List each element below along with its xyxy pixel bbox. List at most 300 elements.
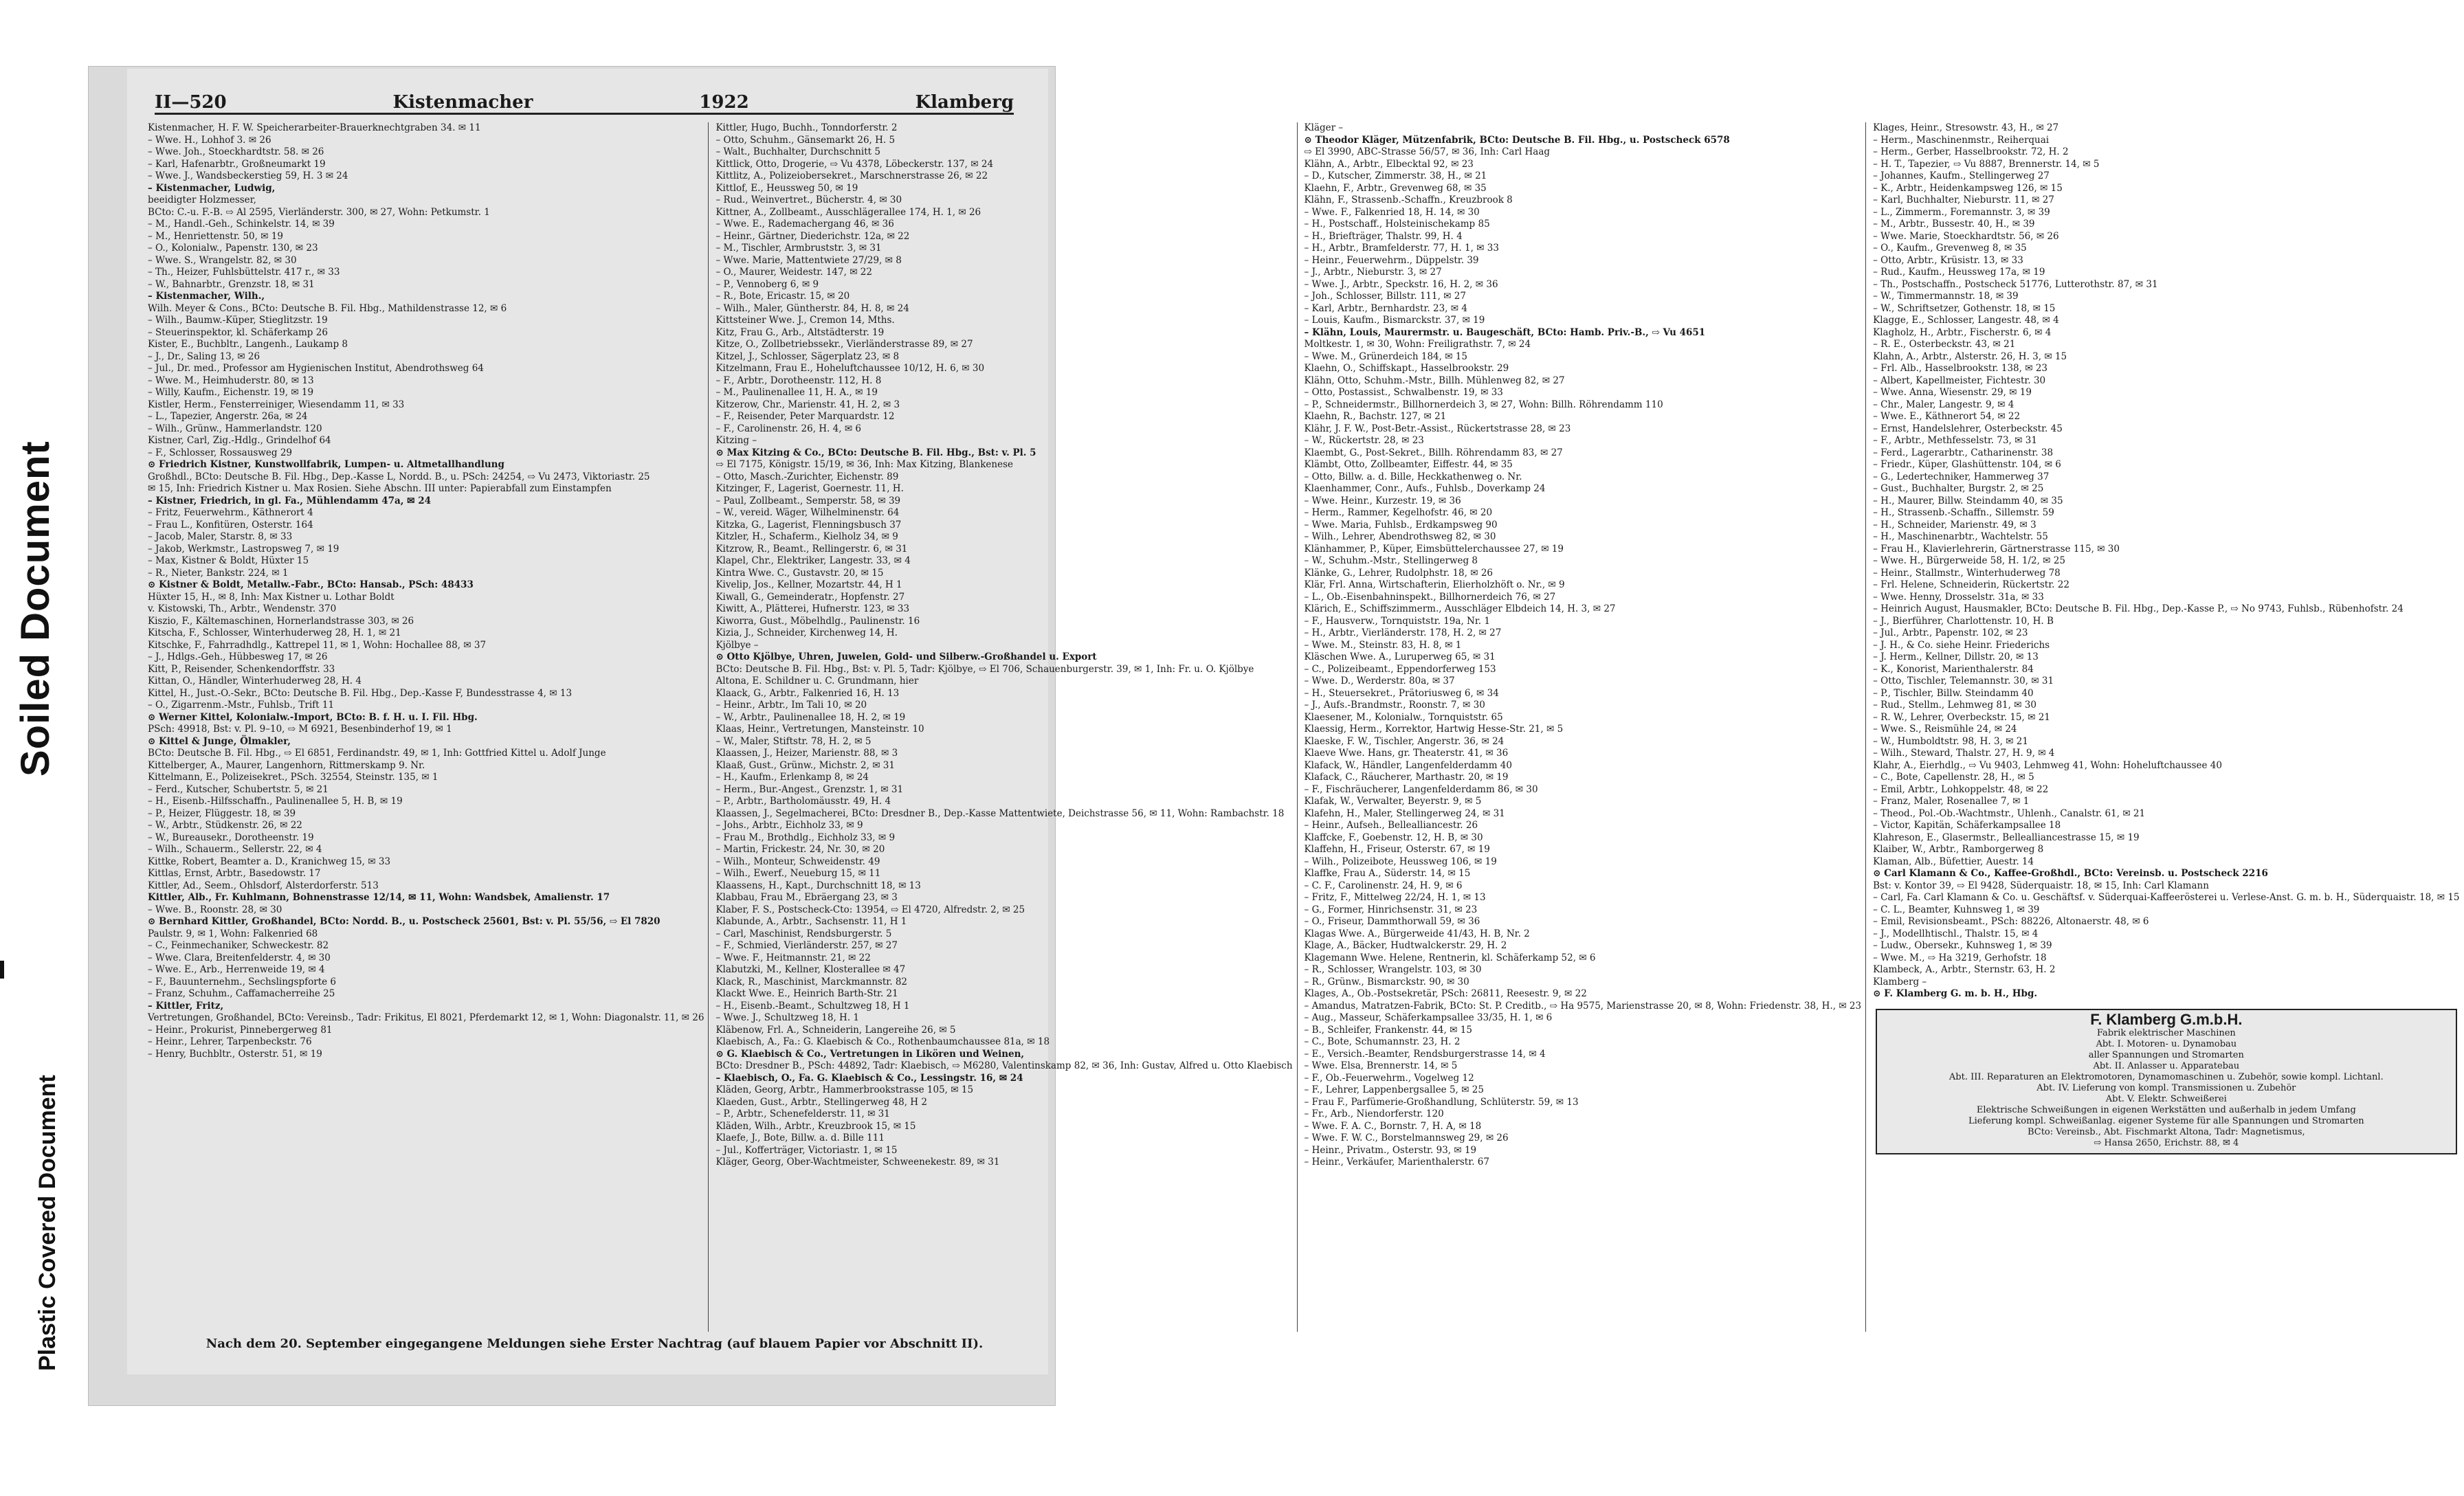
- directory-entry: Paulstr. 9, ✉ 1, Wohn: Falkenried 68: [148, 928, 318, 939]
- directory-entry: – Louis, Kaufm., Bismarckstr. 37, ✉ 19: [1304, 315, 1485, 326]
- directory-entry: – H., Maurer, Billw. Steindamm 40, ✉ 35: [1873, 495, 2063, 506]
- ad-line: Abt. V. Elektr. Schweißerei: [2105, 1093, 2227, 1104]
- directory-entry: Kizia, J., Schneider, Kirchenweg 14, H.: [715, 627, 898, 638]
- directory-entry: Klahr, A., Eierhdlg., ⇨ Vu 9403, Lehmweg 41, Wohn: Hoheluftchaussee 40: [1873, 759, 2222, 771]
- directory-entry: – Wilh., Maler, Güntherstr. 84, H. 8, ✉ 24: [715, 302, 909, 314]
- directory-entry: – Wwe. D., Werderstr. 80a, ✉ 37: [1304, 676, 1455, 686]
- directory-entry: – Franz, Schuhm., Caffamacherreihe 25: [148, 988, 335, 999]
- directory-entry: Kitzka, G., Lagerist, Flenningsbusch 37: [715, 519, 902, 531]
- directory-entry: – W., Timmermannstr. 18, ✉ 39: [1873, 291, 2019, 302]
- directory-entry: – W., vereid. Wäger, Wilhelminenstr. 64: [715, 507, 900, 518]
- directory-entry: – Frl. Helene, Schneiderin, Rückertstr. 22: [1873, 579, 2069, 590]
- directory-entry: Klahreson, E., Glasermstr., Bellealliancestrasse 15, ✉ 19: [1873, 831, 2140, 843]
- directory-entry: Kläschen Wwe. A., Luruperweg 65, ✉ 31: [1304, 651, 1496, 662]
- directory-entry: – Heinr., Feuerwehrm., Düppelstr. 39: [1304, 254, 1479, 266]
- directory-entry: Kittelberger, A., Maurer, Langenhorn, Rittmerskamp 9. Nr.: [148, 759, 425, 771]
- directory-entry: – H., Arbtr., Bramfelderstr. 77, H. 1, ✉ 33: [1304, 243, 1499, 254]
- directory-entry: ⊙ Theodor Kläger, Mützenfabrik, BCto: Deutsche B. Fil. Hbg., u. Postscheck 6578: [1304, 134, 1730, 146]
- directory-entry: – J., Aufs.-Brandmstr., Roonstr. 7, ✉ 30: [1304, 700, 1485, 711]
- directory-entry: Klagge, E., Schlosser, Langestr. 48, ✉ 4: [1873, 315, 2059, 326]
- directory-entry: Kitz, Frau G., Arb., Altstädterstr. 19: [715, 326, 885, 338]
- directory-entry: ⊙ Kittel & Junge, Ölmakler,: [148, 735, 291, 747]
- directory-entry: – Wilh., Grünw., Hammerlandstr. 120: [148, 423, 322, 434]
- directory-entry: – Heinr., Privatm., Osterstr. 93, ✉ 19: [1304, 1144, 1477, 1156]
- directory-entry: ⊙ Kistner & Boldt, Metallw.-Fabr., BCto: Hansab., PSch: 48433: [148, 579, 474, 590]
- directory-entry: – Frau M., Brothdlg., Eichholz 33, ✉ 9: [715, 831, 896, 843]
- directory-entry: – Wwe. S., Wrangelstr. 82, ✉ 30: [148, 254, 297, 266]
- directory-entry: – R., Bote, Ericastr. 15, ✉ 20: [715, 291, 850, 302]
- directory-entry: – Wwe. J., Arbtr., Speckstr. 16, H. 2, ✉ 36: [1304, 278, 1498, 290]
- directory-entry: – H., Strassenb.-Schaffn., Sillemstr. 59: [1873, 507, 2054, 518]
- directory-entry: – Fritz, F., Mittelweg 22/24, H. 1, ✉ 13: [1304, 892, 1486, 903]
- directory-entry: – Frau F., Parfümerie-Großhandlung, Schlüterstr. 59, ✉ 13: [1304, 1096, 1579, 1108]
- directory-entry: – Fr., Arb., Niendorferstr. 120: [1304, 1108, 1444, 1119]
- ad-line: Abt. IV. Lieferung von kompl. Transmissionen u. Zubehör: [2036, 1082, 2296, 1093]
- directory-entry: – Heinr., Arbtr., Im Tali 10, ✉ 20: [715, 700, 867, 711]
- directory-entry: – F., Bauunternehm., Sechslingspforte 6: [148, 976, 336, 987]
- directory-entry: – P., Heizer, Flüggestr. 18, ✉ 39: [148, 807, 296, 819]
- directory-entry: Kläger, Georg, Ober-Wachtmeister, Schweenekestr. 89, ✉ 31: [715, 1157, 1000, 1168]
- page-header: [155, 89, 1014, 115]
- directory-entry: Klafack, W., Händler, Langenfelderdamm 40: [1304, 759, 1512, 771]
- directory-entry: ⊙ Carl Klamann & Co., Kaffee-Großhdl., BCto: Vereinsb. u. Postscheck 2216: [1873, 868, 2268, 879]
- directory-entry: Klaeske, F. W., Tischler, Angerstr. 36, ✉ 24: [1304, 735, 1505, 747]
- directory-entry: Klage, A., Bäcker, Hudtwalckerstr. 29, H. 2: [1304, 940, 1507, 951]
- directory-entry: – W., Schuhm.-Mstr., Stellingerweg 8: [1304, 555, 1478, 566]
- directory-entry: Klabutzki, M., Kellner, Klosterallee ✉ 47: [715, 964, 906, 975]
- column-1: [148, 122, 709, 1332]
- directory-entry: Wilh. Meyer & Cons., BCto: Deutsche B. Fil. Hbg., Mathildenstrasse 12, ✉ 6: [148, 302, 507, 314]
- directory-entry: Klaassen, J., Segelmacherei, BCto: Dresdner B., Dep.-Kasse Mattentwiete, Deichstrasse 56, ✉ 11, Wohn: Rambachstr. 18: [715, 807, 1285, 819]
- directory-entry: – J., Modellhtischl., Thalstr. 15, ✉ 4: [1873, 928, 2039, 939]
- page-footer-notice: Nach dem 20. September eingegangene Meldungen siehe Erster Nachtrag (auf blauem Papier vor Abschnitt II).: [206, 1337, 984, 1351]
- directory-entry: Kitzler, H., Schaferm., Kielholz 34, ✉ 9: [715, 531, 898, 542]
- directory-entry: – Wwe. Anna, Wiesenstr. 29, ✉ 19: [1873, 387, 2032, 398]
- ad-line: Abt. I. Motoren- u. Dynamobau: [2096, 1038, 2237, 1049]
- directory-entry: Klähn, F., Strassenb.-Schaffn., Kreuzbrook 8: [1304, 194, 1513, 205]
- directory-entry: – Aug., Masseur, Schäferkampsallee 33/35, H. 1, ✉ 6: [1304, 1012, 1553, 1023]
- directory-entry: – Wilh., Lehrer, Abendrothsweg 82, ✉ 30: [1304, 531, 1496, 542]
- directory-entry: Kitt, P., Reisender, Schenkendorffstr. 33: [148, 663, 335, 675]
- ad-line: Lieferung kompl. Schweißanlag. eigener Systeme für alle Spannungen und Stromarten: [1968, 1115, 2364, 1126]
- klamberg-advertisement: [1876, 1009, 2456, 1154]
- directory-entry: – G., Former, Hinrichsenstr. 31, ✉ 23: [1304, 904, 1478, 915]
- directory-entry: – Wwe. Clara, Breitenfelderstr. 4, ✉ 30: [148, 952, 331, 963]
- directory-entry: – C., Bote, Capellenstr. 28, H., ✉ 5: [1873, 772, 2034, 783]
- directory-entry: Kitzerow, Chr., Marienstr. 41, H. 2, ✉ 3: [715, 399, 900, 410]
- directory-entry: Klaembt, G., Post-Sekret., Billh. Röhrendamm 83, ✉ 27: [1304, 447, 1563, 458]
- directory-entry: beeidigter Holzmesser,: [148, 194, 256, 205]
- directory-entry: Altona, E. Schildner u. C. Grundmann, hier: [715, 676, 919, 686]
- directory-entry: Klafehn, H., Maler, Stellingerweg 24, ✉ 31: [1304, 807, 1505, 819]
- directory-entry: – Frl. Alb., Hasselbrookstr. 138, ✉ 23: [1873, 363, 2048, 374]
- directory-entry: Klaassen, J., Heizer, Marienstr. 88, ✉ 3: [715, 748, 898, 759]
- ad-line: Abt. II. Anlasser u. Apparatebau: [2093, 1060, 2240, 1071]
- directory-entry: – J., Bierführer, Charlottenstr. 10, H. B: [1873, 615, 2054, 627]
- directory-entry: Klaiber, W., Arbtr., Ramborgerweg 8: [1873, 844, 2044, 855]
- directory-entry: – Gust., Buchhalter, Burgstr. 2, ✉ 25: [1873, 483, 2044, 494]
- directory-entry: ✉ 15, Inh: Friedrich Kistner u. Max Rosien. Siehe Abschn. III unter: Papierabfall zum Einstampfen: [148, 483, 612, 494]
- ad-title: F. Klamberg G.m.b.H.: [2090, 1010, 2243, 1028]
- directory-entry: Kittan, O., Händler, Winterhuderweg 28, H. 4: [148, 676, 362, 686]
- directory-entry: – Ernst, Handelslehrer, Osterbeckstr. 45: [1873, 423, 2063, 434]
- directory-entry: Klaack, G., Arbtr., Falkenried 16, H. 13: [715, 687, 900, 699]
- directory-entry: Klafak, W., Verwalter, Beyerstr. 9, ✉ 5: [1304, 796, 1482, 807]
- directory-entry: – F., Schlosser, Rossausweg 29: [148, 447, 293, 458]
- directory-entry: Kjölbye –: [715, 639, 759, 651]
- directory-entry: – Wilh., Ewerf., Neueburg 15, ✉ 11: [715, 868, 881, 879]
- directory-entry: Kittner, A., Zollbeamt., Ausschlägerallee 174, H. 1, ✉ 26: [715, 206, 981, 218]
- directory-entry: – R., Grünw., Bismarckstr. 90, ✉ 30: [1304, 976, 1469, 987]
- directory-entry: – Otto, Schuhm., Gänsemarkt 26, H. 5: [715, 134, 896, 146]
- directory-entry: BCto: C.-u. F.-B. ⇨ Al 2595, Vierländerstr. 300, ✉ 27, Wohn: Petkumstr. 1: [148, 206, 490, 218]
- directory-entry: – F., Carolinenstr. 26, H. 4, ✉ 6: [715, 423, 862, 434]
- directory-entry: – Steuerinspektor, kl. Schäferkamp 26: [148, 326, 328, 338]
- directory-entry: Klaehn, R., Bachstr. 127, ✉ 21: [1304, 411, 1447, 422]
- directory-entry: Klages, Heinr., Stresowstr. 43, H., ✉ 27: [1873, 122, 2059, 133]
- directory-entry: – C. F., Carolinenstr. 24, H. 9, ✉ 6: [1304, 880, 1463, 891]
- directory-entry: Klackt Wwe. E., Heinrich Barth-Str. 21: [715, 988, 898, 999]
- directory-entry: – Wilh., Monteur, Schweidenstr. 49: [715, 856, 880, 867]
- directory-entry: Klagas Wwe. A., Bürgerweide 41/43, H. B, Nr. 2: [1304, 928, 1530, 939]
- side-label-soiled: Soiled Document: [13, 440, 58, 777]
- directory-entry: Klaffke, Frau A., Süderstr. 14, ✉ 15: [1304, 868, 1471, 879]
- directory-entry: – H., Postschaff., Holsteinischekamp 85: [1304, 219, 1490, 230]
- directory-entry: – H., Eisenb.-Beamt., Schultzweg 18, H 1: [715, 1000, 910, 1012]
- directory-entry: – C. L., Beamter, Kuhnsweg 1, ✉ 39: [1873, 904, 2040, 915]
- directory-columns: [148, 122, 2460, 1332]
- directory-entry: – Wwe. F., Heitmannstr. 21, ✉ 22: [715, 952, 871, 963]
- directory-entry: – K., Arbtr., Heidenkampsweg 126, ✉ 15: [1873, 182, 2063, 194]
- directory-entry: Klaesener, M., Kolonialw., Tornquiststr. 65: [1304, 711, 1503, 723]
- directory-entry: – Johannes, Kaufm., Stellingerweg 27: [1873, 170, 2050, 181]
- directory-entry: Klänke, G., Lehrer, Rudolphstr. 18, ✉ 26: [1304, 567, 1493, 579]
- directory-entry: – Henry, Buchbltr., Osterstr. 51, ✉ 19: [148, 1048, 322, 1060]
- directory-entry: Kistenmacher, H. F. W. Speicherarbeiter-Brauerknechtgraben 34. ✉ 11: [148, 122, 481, 133]
- directory-entry: ⊙ Otto Kjölbye, Uhren, Juwelen, Gold- und Silberw.-Großhandel u. Export: [715, 651, 1097, 662]
- directory-entry: – Paul, Zollbeamt., Semperstr. 58, ✉ 39: [715, 495, 901, 506]
- directory-entry: – P., Arbtr., Bartholomäusstr. 49, H. 4: [715, 796, 891, 807]
- directory-entry: – F., Lehrer, Lappenbergsallee 5, ✉ 25: [1304, 1084, 1484, 1095]
- header-first-word: Kistenmacher: [392, 92, 533, 113]
- directory-entry: – Ferd., Kutscher, Schubertstr. 5, ✉ 21: [148, 783, 329, 795]
- directory-entry: – Wwe. B., Roonstr. 28, ✉ 30: [148, 904, 282, 915]
- ad-line: Abt. III. Reparaturen an Elektromotoren, Dynamomaschinen u. Zubehör, sowie kompl. Lichtanl.: [1949, 1071, 2384, 1082]
- directory-entry: – F., Fischräucherer, Langenfelderdamm 86, ✉ 30: [1304, 783, 1538, 795]
- directory-entry: Klaman, Alb., Büfettier, Auestr. 14: [1873, 856, 2034, 867]
- directory-entry: – Wwe. M., Steinstr. 83, H. 8, ✉ 1: [1304, 639, 1462, 651]
- directory-entry: – C., Feinmechaniker, Schweckestr. 82: [148, 940, 329, 951]
- directory-entry: Klaffcke, F., Goebenstr. 12, H. B, ✉ 30: [1304, 831, 1483, 843]
- directory-entry: – F., Schmied, Vierländerstr. 257, ✉ 27: [715, 940, 898, 951]
- page-reference: II—520: [155, 92, 227, 113]
- directory-entry: – Wwe. E., Käthnerort 54, ✉ 22: [1873, 411, 2021, 422]
- directory-entry: – L., Ob.-Eisenbahninspekt., Billhornerdeich 76, ✉ 27: [1304, 591, 1556, 603]
- directory-entry: – E., Versich.-Beamter, Rendsburgerstrasse 14, ✉ 4: [1304, 1048, 1546, 1060]
- directory-entry: Kistler, Herm., Fensterreiniger, Wiesendamm 11, ✉ 33: [148, 399, 405, 410]
- directory-entry: – Otto, Masch.-Zurichter, Eichenstr. 89: [715, 471, 899, 482]
- directory-entry: – Rud., Kaufm., Heussweg 17a, ✉ 19: [1873, 267, 2045, 278]
- directory-entry: – Wwe. Joh., Stoeckhardtstr. 58. ✉ 26: [148, 146, 324, 157]
- directory-entry: Klafack, C., Räucherer, Marthastr. 20, ✉ 19: [1304, 772, 1509, 783]
- directory-entry: – Otto, Tischler, Telemannstr. 30, ✉ 31: [1873, 676, 2054, 686]
- directory-entry: Klär, Frl. Anna, Wirtschafterin, Elierholzhöft o. Nr., ✉ 9: [1304, 579, 1565, 590]
- directory-entry: – Wwe. H., Lohhof 3. ✉ 26: [148, 134, 271, 146]
- directory-entry: Kistner, Carl, Zig.-Hdlg., Grindelhof 64: [148, 435, 331, 446]
- directory-entry: – Heinr., Aufseh., Bellealliancestr. 26: [1304, 820, 1478, 831]
- directory-entry: Klaffehn, H., Friseur, Osterstr. 67, ✉ 19: [1304, 844, 1490, 855]
- directory-entry: – R. E., Osterbeckstr. 43, ✉ 21: [1873, 339, 2016, 350]
- directory-entry: – Rud., Stellm., Lehmweg 81, ✉ 30: [1873, 700, 2036, 711]
- directory-entry: – C., Polizeibeamt., Eppendorferweg 153: [1304, 663, 1496, 675]
- directory-entry: Klagholz, H., Arbtr., Fischerstr. 6, ✉ 4: [1873, 326, 2052, 338]
- directory-entry: Klähn, A., Arbtr., Elbecktal 92, ✉ 23: [1304, 158, 1474, 170]
- directory-entry: ⊙ Friedrich Kistner, Kunstwollfabrik, Lumpen- u. Altmetallhandlung: [148, 459, 504, 470]
- directory-entry: – J. Herm., Kellner, Dillstr. 20, ✉ 13: [1873, 651, 2039, 662]
- ad-line: BCto: Vereinsb., Abt. Fischmarkt Altona, Tadr: Magnetismus,: [2027, 1126, 2305, 1137]
- directory-entry: – L., Tapezier, Angerstr. 26a, ✉ 24: [148, 411, 308, 422]
- directory-entry: Kittelmann, E., Polizeisekret., PSch. 32554, Steinstr. 135, ✉ 1: [148, 772, 439, 783]
- directory-entry: – Franz, Maler, Rosenallee 7, ✉ 1: [1873, 796, 2030, 807]
- column-3: [1305, 122, 1867, 1332]
- directory-entry: Klaenhammer, Conr., Aufs., Fuhlsb., Doverkamp 24: [1304, 483, 1546, 494]
- directory-entry: – Kistner, Friedrich, in gl. Fa., Mühlendamm 47a, ✉ 24: [148, 495, 431, 506]
- directory-entry: Kintra Wwe. C., Gustavstr. 20, ✉ 15: [715, 567, 884, 579]
- directory-entry: – W., Maler, Stiftstr. 78, H. 2, ✉ 5: [715, 735, 872, 747]
- directory-entry: – W., Bureausekr., Dorotheenstr. 19: [148, 831, 314, 843]
- directory-entry: – Walt., Buchhalter, Durchschnitt 5: [715, 146, 880, 157]
- directory-entry: Kister, E., Buchbltr., Langenh., Laukamp 8: [148, 339, 348, 350]
- directory-entry: – Emil, Arbtr., Lohkoppelstr. 48, ✉ 22: [1873, 783, 2049, 795]
- directory-entry: BCto: Dresdner B., PSch: 44892, Tadr: Klaebisch, ⇨ M6280, Valentinskamp 82, ✉ 36, Inh: Gustav, Alfred u. Otto Klaebisch: [715, 1060, 1293, 1071]
- directory-entry: Kittel, H., Just.-O.-Sekr., BCto: Deutsche B. Fil. Hbg., Dep.-Kasse F, Bundesstrasse 4, ✉ 13: [148, 687, 573, 699]
- directory-entry: PSch: 49918, Bst: v. Pl. 9–10, ⇨ M 6921, Besenbinderhof 19, ✉ 1: [148, 724, 452, 735]
- directory-entry: – M., Arbtr., Bussestr. 40, H., ✉ 39: [1873, 219, 2035, 230]
- directory-entry: – Wilh., Polizeibote, Heussweg 106, ✉ 19: [1304, 856, 1497, 867]
- directory-entry: – Max, Kistner & Boldt, Hüxter 15: [148, 555, 309, 566]
- directory-entry: Klabbau, Frau M., Ebräergang 23, ✉ 3: [715, 892, 898, 903]
- directory-entry: – W., Arbtr., Stüdkenstr. 26, ✉ 22: [148, 820, 302, 831]
- directory-entry: – Chr., Maler, Langestr. 9, ✉ 4: [1873, 399, 2015, 410]
- directory-entry: – Otto, Billw. a. d. Bille, Heckkathenweg o. Nr.: [1304, 471, 1522, 482]
- directory-entry: – O., Kolonialw., Papenstr. 130, ✉ 23: [148, 243, 318, 254]
- column-4-entries: [1873, 122, 2459, 1001]
- directory-entry: – Otto, Arbtr., Krüsistr. 13, ✉ 33: [1873, 254, 2023, 266]
- directory-entry: – P., Schneidermstr., Billhornerdeich 3, ✉ 27, Wohn: Billh. Röhrendamm 110: [1304, 399, 1663, 410]
- directory-entry: – Herm., Bur.-Angest., Grenzstr. 1, ✉ 31: [715, 783, 904, 795]
- directory-entry: – Heinr., Verkäufer, Marienthalerstr. 67: [1304, 1157, 1489, 1168]
- directory-entry: – Ludw., Obersekr., Kuhnsweg 1, ✉ 39: [1873, 940, 2052, 951]
- directory-entry: – Wilh., Schauerm., Sellerstr. 22, ✉ 4: [148, 844, 322, 855]
- directory-entry: – Frau L., Konfitüren, Osterstr. 164: [148, 519, 313, 531]
- directory-entry: – Wwe. Elsa, Brennerstr. 14, ✉ 5: [1304, 1060, 1458, 1071]
- directory-entry: – Wwe. S., Reismühle 24, ✉ 24: [1873, 724, 2017, 735]
- directory-entry: – Ferd., Lagerarbtr., Catharinenstr. 38: [1873, 447, 2054, 458]
- directory-entry: – Wwe. E., Rademachergang 46, ✉ 36: [715, 219, 894, 230]
- directory-entry: – Heinrich August, Hausmakler, BCto: Deutsche B. Fil. Hbg., Dep.-Kasse P., ⇨ No 9743, Fuhlsb., Rübenhofstr. 24: [1873, 603, 2404, 614]
- directory-entry: – O., Maurer, Weidestr. 147, ✉ 22: [715, 267, 872, 278]
- directory-entry: Kittlitz, A., Polizeiobersekret., Marschnerstrasse 26, ✉ 22: [715, 170, 988, 181]
- directory-entry: – P., Vennoberg 6, ✉ 9: [715, 278, 819, 290]
- directory-entry: – Carl, Fa. Carl Klamann & Co. u. Geschäftsf. v. Süderquai-Kaffeerösterei u. Verlese-Anst. G. m. b. H., Süderquaistr. 18, ✉ 15: [1873, 892, 2460, 903]
- directory-entry: Klaehn, F., Arbtr., Grevenweg 68, ✉ 35: [1304, 182, 1487, 194]
- directory-entry: – R., Nieter, Bankstr. 224, ✉ 1: [148, 567, 289, 579]
- directory-entry: – Herm., Maschinenmstr., Reiherquai: [1873, 134, 2050, 146]
- directory-entry: – C., Bote, Schumannstr. 23, H. 2: [1304, 1036, 1461, 1047]
- directory-entry: Moltkestr. 1, ✉ 30, Wohn: Freiligrathstr. 7, ✉ 24: [1304, 339, 1531, 350]
- directory-entry: – Kistenmacher, Wilh.,: [148, 291, 265, 302]
- directory-entry: – Joh., Schlosser, Billstr. 111, ✉ 27: [1304, 291, 1466, 302]
- directory-entry: Kitze, O., Zollbetriebssekr., Vierländerstrasse 89, ✉ 27: [715, 339, 973, 350]
- directory-entry: Kitzrow, R., Beamt., Rellingerstr. 6, ✉ 31: [715, 543, 908, 555]
- directory-entry: – Wilh., Steward, Thalstr. 27, H. 9, ✉ 4: [1873, 748, 2055, 759]
- directory-entry: Klaebisch, A., Fa.: G. Klaebisch & Co., Rothenbaumchaussee 81a, ✉ 18: [715, 1036, 1050, 1047]
- directory-entry: – Th., Postschaffn., Postscheck 51776, Lutterothstr. 87, ✉ 31: [1873, 278, 2158, 290]
- directory-entry: – Wwe. F., Falkenried 18, H. 14, ✉ 30: [1304, 206, 1480, 218]
- directory-entry: – O., Zigarrenm.-Mstr., Fuhlsb., Trift 11: [148, 700, 335, 711]
- directory-entry: – Willy, Kaufm., Eichenstr. 19, ✉ 19: [148, 387, 314, 398]
- directory-entry: Kittlof, E., Heussweg 50, ✉ 19: [715, 182, 858, 194]
- directory-entry: Bst: v. Kontor 39, ⇨ El 9428, Süderquaistr. 18, ✉ 15, Inh: Carl Klamann: [1873, 880, 2209, 891]
- directory-entry: Klapel, Chr., Elektriker, Langestr. 33, ✉ 4: [715, 555, 911, 566]
- directory-entry: – Otto, Postassist., Schwalbenstr. 19, ✉ 33: [1304, 387, 1503, 398]
- directory-entry: Kittler, Alb., Fr. Kuhlmann, Bohnenstrasse 12/14, ✉ 11, Wohn: Wandsbek, Amalienstr. 17: [148, 892, 610, 903]
- directory-entry: – Wwe. J., Schultzweg 18, H. 1: [715, 1012, 859, 1023]
- directory-entry: Kittsteiner Wwe. J., Cremon 14, Mths.: [715, 315, 895, 326]
- directory-entry: Vertretungen, Großhandel, BCto: Vereinsb., Tadr: Frikitus, El 8021, Pferdemarkt 12, ✉ 1, Wohn: Diagonalstr. 11, ✉ 26: [148, 1012, 704, 1023]
- directory-entry: ⇨ El 3990, ABC-Strasse 56/57, ✉ 36, Inh: Carl Haag: [1304, 146, 1551, 157]
- directory-entry: – L., Zimmerm., Foremannstr. 3, ✉ 39: [1873, 206, 2050, 218]
- directory-entry: – Frau H., Klavierlehrerin, Gärtnerstrasse 115, ✉ 30: [1873, 543, 2120, 555]
- directory-entry: Kiszio, F., Kältemaschinen, Hornerlandstrasse 303, ✉ 26: [148, 615, 414, 627]
- directory-entry: Kläden, Georg, Arbtr., Hammerbrookstrasse 105, ✉ 15: [715, 1084, 974, 1095]
- directory-entry: – Karl, Arbtr., Bernhardstr. 23, ✉ 4: [1304, 302, 1467, 314]
- directory-entry: Kläbenow, Frl. A., Schneiderin, Langereihe 26, ✉ 5: [715, 1024, 956, 1036]
- directory-entry: Klack, R., Maschinist, Marckmannstr. 82: [715, 976, 907, 987]
- directory-entry: Hüxter 15, H., ✉ 8, Inh: Max Kistner u. Lothar Boldt: [148, 591, 395, 603]
- directory-entry: Kitschke, F., Fahrradhdlg., Kattrepel 11, ✉ 1, Wohn: Hochallee 88, ✉ 37: [148, 639, 487, 651]
- directory-entry: Kitzel, J., Schlosser, Sägerplatz 23, ✉ 8: [715, 350, 900, 362]
- ad-line: ⇨ Hansa 2650, Erichstr. 88, ✉ 4: [2094, 1137, 2239, 1148]
- directory-entry: – Emil, Revisionsbeamt., PSch: 88226, Altonaerstr. 48, ✉ 6: [1873, 916, 2149, 927]
- directory-entry: – Heinr., Prokurist, Pinnebergerweg 81: [148, 1024, 333, 1036]
- directory-entry: – Wilh., Baumw.-Küper, Stieglitzstr. 19: [148, 315, 328, 326]
- directory-entry: – Klaebisch, O., Fa. G. Klaebisch & Co., Lessingstr. 16, ✉ 24: [715, 1072, 1023, 1084]
- directory-entry: – M., Paulinenallee 11, H. A., ✉ 19: [715, 387, 878, 398]
- directory-entry: – H., Arbtr., Vierländerstr. 178, H. 2, ✉ 27: [1304, 627, 1502, 638]
- directory-entry: – G., Ledertechniker, Hammerweg 37: [1873, 471, 2050, 482]
- directory-entry: Klaas, Heinr., Vertretungen, Mansteinstr. 10: [715, 724, 924, 735]
- directory-entry: – Klähn, Louis, Maurermstr. u. Baugeschäft, BCto: Hamb. Priv.-B., ⇨ Vu 4651: [1304, 326, 1706, 338]
- directory-entry: – H., Eisenb.-Hilfsschaffn., Paulinenallee 5, H. B, ✉ 19: [148, 796, 403, 807]
- directory-entry: Klähn, Otto, Schuhm.-Mstr., Billh. Mühlenweg 82, ✉ 27: [1304, 375, 1565, 386]
- directory-entry: – Karl, Hafenarbtr., Großneumarkt 19: [148, 158, 326, 170]
- directory-entry: ⊙ Werner Kittel, Kolonialw.-Import, BCto: B. f. H. u. I. Fil. Hbg.: [148, 711, 478, 723]
- directory-entry: – W., Schriftsetzer, Gothenstr. 18, ✉ 15: [1873, 302, 2056, 314]
- directory-entry: – Carl, Maschinist, Rendsburgerstr. 5: [715, 928, 892, 939]
- directory-entry: – F., Ob.-Feuerwehrm., Vogelweg 12: [1304, 1072, 1474, 1084]
- directory-entry: – F., Hausverw., Tornquiststr. 19a, Nr. 1: [1304, 615, 1490, 627]
- directory-entry: Kivelip, Jos., Kellner, Mozartstr. 44, H 1: [715, 579, 902, 590]
- directory-entry: – B., Schleifer, Frankenstr. 44, ✉ 15: [1304, 1024, 1472, 1036]
- directory-entry: – Wwe. F. W. C., Borstelmannsweg 29, ✉ 26: [1304, 1132, 1509, 1143]
- directory-entry: Kittke, Robert, Beamter a. D., Kranichweg 15, ✉ 33: [148, 856, 391, 867]
- directory-entry: ⊙ G. Klaebisch & Co., Vertretungen in Likören und Weinen,: [715, 1048, 1025, 1060]
- directory-entry: BCto: Deutsche B. Fil. Hbg., Bst: v. Pl. 5, Tadr: Kjölbye, ⇨ El 706, Schauenburgerstr. 39, ✉ 1, Inh: Fr. u. O. Kjölbye: [715, 663, 1254, 675]
- directory-entry: – Jakob, Werkmstr., Lastropsweg 7, ✉ 19: [148, 543, 340, 555]
- directory-entry: – J., Dr., Saling 13, ✉ 26: [148, 350, 260, 362]
- directory-entry: – Th., Heizer, Fuhlsbüttelstr. 417 r., ✉ 33: [148, 267, 340, 278]
- directory-entry: Kiwitt, A., Plätterei, Hufnerstr. 123, ✉ 33: [715, 603, 910, 614]
- directory-entry: – R., Schlosser, Wrangelstr. 103, ✉ 30: [1304, 964, 1482, 975]
- directory-entry: – Wwe. Maria, Fuhlsb., Erdkampsweg 90: [1304, 519, 1498, 531]
- directory-entry: – Wwe. Henny, Drosselstr. 31a, ✉ 33: [1873, 591, 2044, 603]
- directory-entry: Kitzinger, F., Lagerist, Goernestr. 11, H.: [715, 483, 904, 494]
- directory-entry: Kitscha, F., Schlosser, Winterhuderweg 28, H. 1, ✉ 21: [148, 627, 401, 638]
- directory-entry: – Herm., Rammer, Kegelhofstr. 46, ✉ 20: [1304, 507, 1493, 518]
- directory-entry: – Kistenmacher, Ludwig,: [148, 182, 276, 194]
- directory-entry: ⊙ Bernhard Kittler, Großhandel, BCto: Nordd. B., u. Postscheck 25601, Bst: v. Pl. 55/56, ⇨ El 7820: [148, 916, 661, 927]
- column-2: [715, 122, 1297, 1332]
- directory-entry: – O., Friseur, Dammthorwall 59, ✉ 36: [1304, 916, 1480, 927]
- directory-entry: Klaessig, Herm., Korrektor, Hartwig Hesse-Str. 21, ✉ 5: [1304, 724, 1564, 735]
- directory-entry: – Rud., Weinvertret., Bücherstr. 4, ✉ 30: [715, 194, 902, 205]
- directory-entry: Klaefe, J., Bote, Billw. a. d. Bille 111: [715, 1132, 885, 1143]
- ad-line: Elektrische Schweißungen in eigenen Werkstätten und außerhalb in jedem Umfang: [1976, 1104, 2356, 1115]
- directory-entry: – H., Kaufm., Erlenkamp 8, ✉ 24: [715, 772, 869, 783]
- directory-entry: – Wwe. J., Wandsbeckerstieg 59, H. 3 ✉ 24: [148, 170, 348, 181]
- directory-entry: – M., Henriettenstr. 50, ✉ 19: [148, 230, 283, 242]
- directory-entry: Kitzelmann, Frau E., Hoheluftchaussee 10/12, H. 6, ✉ 30: [715, 363, 985, 374]
- side-label-plastic: Plastic Covered Document: [34, 1075, 60, 1371]
- directory-entry: – Johs., Arbtr., Eichholz 33, ✉ 9: [715, 820, 863, 831]
- directory-entry: – Jul., Dr. med., Professor am Hygienischen Institut, Abendrothsweg 64: [148, 363, 484, 374]
- directory-entry: Kittlick, Otto, Drogerie, ⇨ Vu 4378, Löbeckerstr. 137, ✉ 24: [715, 158, 994, 170]
- directory-entry: – H., Briefträger, Thalstr. 99, H. 4: [1304, 230, 1463, 242]
- directory-entry: – D., Kutscher, Zimmerstr. 38, H., ✉ 21: [1304, 170, 1487, 181]
- directory-entry: – Wwe. E., Arb., Herrenweide 19, ✉ 4: [148, 964, 325, 975]
- directory-entry: Kiworra, Gust., Möbelhdlg., Paulinenstr. 16: [715, 615, 920, 627]
- directory-entry: – Wwe. Marie, Mattentwiete 27/29, ✉ 8: [715, 254, 902, 266]
- directory-entry: Kittler, Ad., Seem., Ohlsdorf, Alsterdorferstr. 513: [148, 880, 379, 891]
- directory-entry: Klaeve Wwe. Hans, gr. Theaterstr. 41, ✉ 36: [1304, 748, 1509, 759]
- directory-entry: Kläger –: [1304, 122, 1344, 133]
- directory-entry: – Amandus, Matratzen-Fabrik, BCto: St. P. Creditb., ⇨ Ha 9575, Marienstrasse 20, ✉ 8, Wohn: Friedenstr. 38, H., ✉ 23: [1304, 1000, 1862, 1012]
- directory-entry: – Wwe. M., Heimhuderstr. 80, ✉ 13: [148, 375, 314, 386]
- directory-entry: – Kittler, Fritz,: [148, 1000, 224, 1012]
- ad-lines: [1883, 1028, 2450, 1149]
- directory-entry: – Martin, Frickestr. 24, Nr. 30, ✉ 20: [715, 844, 885, 855]
- directory-entry: – P., Tischler, Billw. Steindamm 40: [1873, 687, 2034, 699]
- directory-entry: – J., Hdlgs.-Geh., Hübbesweg 17, ✉ 26: [148, 651, 328, 662]
- directory-entry: Klaaß, Gust., Grünw., Michstr. 2, ✉ 31: [715, 759, 895, 771]
- header-year: 1922: [699, 92, 749, 113]
- directory-entry: – H., Maschinenarbtr., Wachtelstr. 55: [1873, 531, 2048, 542]
- directory-entry: – K., Konorist, Marienthalerstr. 84: [1873, 663, 2034, 675]
- directory-entry: – H., Schneider, Marienstr. 49, ✉ 3: [1873, 519, 2036, 531]
- directory-entry: Kittler, Hugo, Buchh., Tonndorferstr. 2: [715, 122, 898, 133]
- directory-entry: – Karl, Buchhalter, Nieburstr. 11, ✉ 27: [1873, 194, 2054, 205]
- directory-entry: – F., Reisender, Peter Marquardstr. 12: [715, 411, 895, 422]
- directory-entry: – Heinr., Stallmstr., Winterhuderweg 78: [1873, 567, 2061, 579]
- ad-line: Fabrik elektrischer Maschinen: [2096, 1027, 2236, 1038]
- directory-entry: Klages, A., Ob.-Postsekretär, PSch: 26811, Reesestr. 9, ✉ 22: [1304, 988, 1587, 999]
- directory-entry: Klämbt, Otto, Zollbeamter, Eiffestr. 44, ✉ 35: [1304, 459, 1513, 470]
- directory-entry: – H., Steuersekret., Prätoriusweg 6, ✉ 34: [1304, 687, 1499, 699]
- directory-entry: BCto: Deutsche B. Fil. Hbg., ⇨ El 6851, Ferdinandstr. 49, ✉ 1, Inh: Gottfried Kittel u. Adolf Junge: [148, 748, 606, 759]
- directory-entry: – W., Bahnarbtr., Grenzstr. 18, ✉ 31: [148, 278, 315, 290]
- directory-entry: – H. T., Tapezier, ⇨ Vu 8887, Brennerstr. 14, ✉ 5: [1873, 158, 2100, 170]
